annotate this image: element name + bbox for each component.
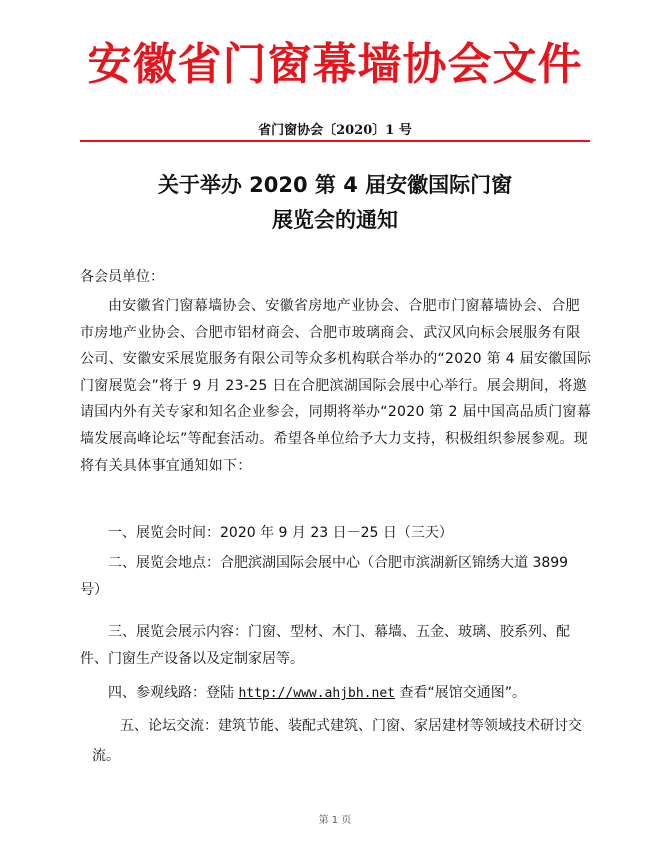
item-forum-exchange: 五、论坛交流：建筑节能、装配式建筑、门窗、家居建材等领域技术研讨交流。 xyxy=(92,718,582,764)
item-exhibition-venue: 二、展览会地点：合肥滨湖国际会展中心（合肥市滨湖新区锦绣大道 3899 号） xyxy=(80,555,569,598)
item-exhibition-content: 三、展览会展示内容：门窗、型材、木门、幕墙、五金、玻璃、胶系列、配件、门窗生产设备以及定制家居等。 xyxy=(80,624,570,667)
visit-route-prefix: 四、参观线路：登陆 xyxy=(108,685,239,701)
document-number: 省门窗协会〔2020〕1 号 xyxy=(258,123,412,138)
salutation: 各会员单位： xyxy=(80,269,164,285)
document-header-title: 安徽省门窗幕墙协会文件 xyxy=(87,39,583,90)
notice-title-line-2: 展览会的通知 xyxy=(272,208,398,232)
page-number-footer: 第 1 页 xyxy=(318,815,352,826)
item-exhibition-time: 一、展览会时间：2020 年 9 月 23 日－25 日（三天） xyxy=(108,525,453,541)
visit-route-suffix: 查看“展馆交通图”。 xyxy=(395,685,526,701)
intro-paragraph: 由安徽省门窗幕墙协会、安徽省房地产业协会、合肥市门窗幕墙协会、合肥市房地产业协会、合肥市铝材商会、合肥市玻璃商会、武汉风向标会展服务有限公司、安徽安采展览服务有限公司等众多机构联合举办的“2020 第 4 届安徽国际门窗展览会”将于 9 月 23-25 日在合肥滨湖国际会展中心举行。展会期间，将邀请国内外有关专家和知名企业参会，同期将举办“2020 第 2 届中国高品质门窗幕墙发展高峰论坛”等配套活动。希望各单位给予大力支持，积极组织参展参观。现将有关具体事宜通知如下： xyxy=(80,298,592,474)
notice-title-line-1: 关于举办 2020 第 4 届安徽国际门窗 xyxy=(157,173,513,197)
red-divider-line xyxy=(80,140,590,142)
item-visit-route xyxy=(80,680,592,708)
website-link[interactable]: http://www.ahjbh.net xyxy=(238,686,395,701)
